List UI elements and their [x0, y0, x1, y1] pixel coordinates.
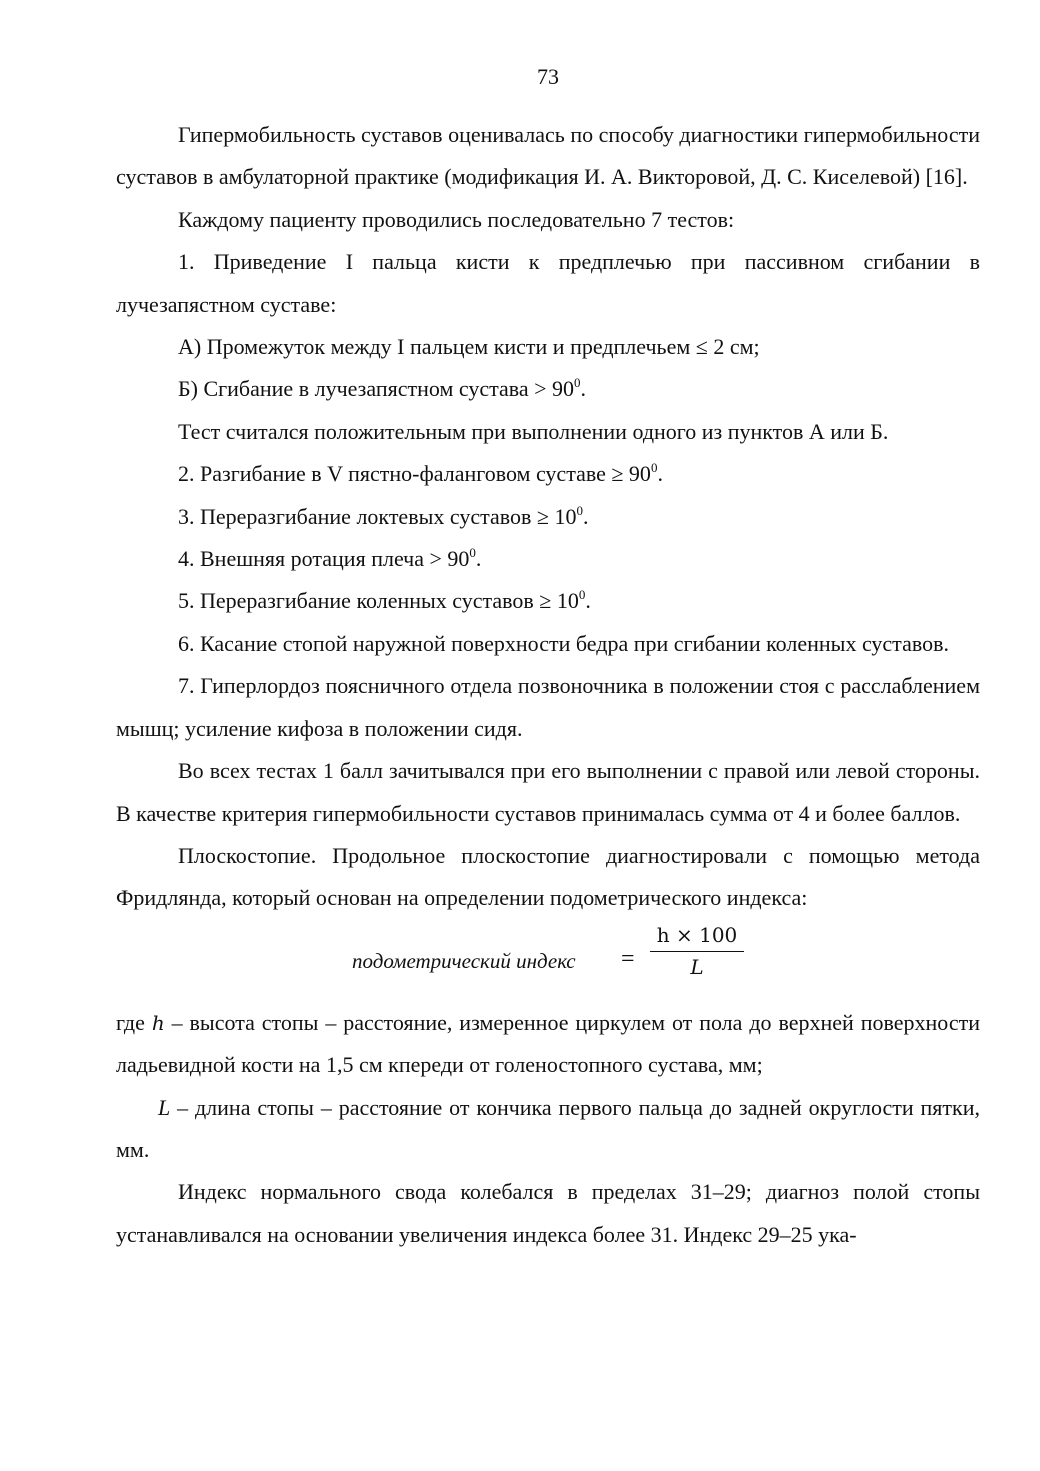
- test-item-1b-text: Б) Сгибание в лучезапястном сустава > 90: [178, 376, 575, 402]
- test-item-4: [116, 538, 980, 580]
- test-item-7: 7. Гиперлордоз поясничного отдела позвоночника в положении стоя с расслаблением мышц; усиление кифоза в положении сидя.: [116, 673, 980, 741]
- paragraph-tests-intro: Каждому пациенту проводились последовательно 7 тестов:: [178, 206, 735, 232]
- degree-mark: 0: [576, 502, 583, 518]
- period: .: [582, 503, 589, 529]
- test-item-1: 1. Приведение I пальца кисти к предплечью при пассивном сгибании в лучезапястном суставе:: [116, 249, 980, 317]
- test-item-1a: А) Промежуток между I пальцем кисти и предплечьем ≤ 2 см;: [178, 334, 760, 360]
- test-1-criterion: Тест считался положительным при выполнении одного из пунктов А или Б.: [178, 418, 889, 444]
- definition-L-text: – длина стопы – расстояние от кончика первого пальца до задней округлости пятки, мм.: [116, 1094, 980, 1162]
- page-body: [116, 114, 980, 1256]
- formula-numerator: h × 100: [650, 920, 744, 952]
- variable-L: L: [158, 1094, 171, 1120]
- test-item-1b: [116, 368, 980, 410]
- test-item-3: [116, 496, 980, 538]
- definition-h-prefix: где: [116, 1009, 145, 1035]
- degree-mark: 0: [574, 375, 581, 391]
- test-item-5: [116, 580, 980, 622]
- variable-h: h: [151, 1010, 165, 1035]
- test-item-6: 6. Касание стопой наружной поверхности бедра при сгибании коленных суставов.: [178, 630, 949, 656]
- test-item-2: [116, 453, 980, 495]
- period: .: [585, 588, 591, 614]
- formula-fraction: [650, 920, 744, 982]
- podometric-formula: [116, 920, 980, 1002]
- flatfoot-paragraph: Плоскостопие. Продольное плоскостопие диагностировали с помощью метода Фридлянда, который основан на определении подометрического индекса:: [116, 842, 980, 911]
- paragraph-hypermobility-intro: Гипермобильность суставов оценивалась по способу диагностики гипермобильности суставов в амбулаторной практике (модификация И. А. Викторовой, Д. С. Киселевой) [16].: [116, 122, 980, 190]
- test-item-2-text: 2. Разгибание в V пястно-фаланговом суставе ≥ 90: [178, 461, 651, 487]
- definition-L: [116, 1087, 980, 1172]
- degree-mark: 0: [650, 460, 658, 476]
- index-interpretation: Индекс нормального свода колебался в пределах 31–29; диагноз полой стопы устанавливался на основании увеличения индекса более 31. Индекс 29–25 ука-: [116, 1179, 980, 1247]
- page-number: 73: [537, 64, 559, 89]
- formula-equals: =: [621, 945, 635, 972]
- test-item-4-text: 4. Внешняя ротация плеча > 90: [178, 546, 470, 572]
- scoring-paragraph: Во всех тестах 1 балл зачитывался при его выполнении с правой или левой стороны. В качестве критерия гипермобильности суставов принималась сумма от 4 и более баллов.: [116, 758, 980, 826]
- period: .: [475, 546, 482, 572]
- formula-denominator: L: [690, 954, 704, 979]
- period: .: [657, 461, 663, 487]
- test-item-5-text: 5. Переразгибание коленных суставов ≥ 10: [178, 588, 579, 614]
- period: .: [580, 376, 587, 402]
- definition-h: [116, 1002, 980, 1087]
- degree-mark: 0: [469, 545, 476, 561]
- degree-mark: 0: [578, 587, 586, 603]
- test-item-3-text: 3. Переразгибание локтевых суставов ≥ 10: [178, 503, 577, 529]
- formula-label: подометрический индекс: [352, 948, 576, 973]
- definition-h-text: – высота стопы – расстояние, измеренное циркулем от пола до верхней поверхности ладьевидной кости на 1,5 см кпереди от голеностопного сустава, мм;: [116, 1009, 980, 1078]
